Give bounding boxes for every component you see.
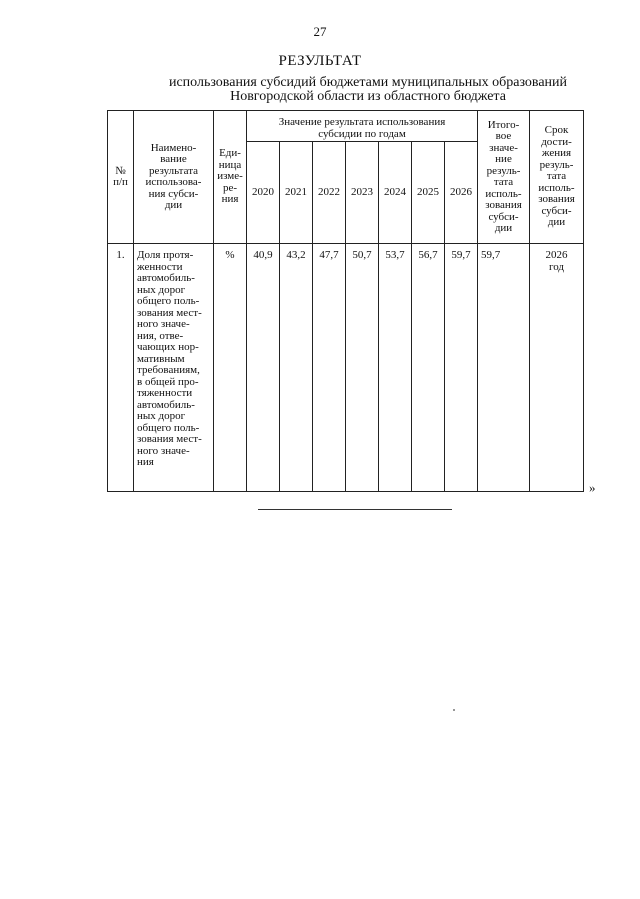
header-year: 2026 [445, 142, 478, 244]
row-name-line: в общей про- [137, 375, 199, 388]
header-name-line: Наимено- [150, 141, 197, 154]
row-value: 43,2 [280, 244, 313, 492]
row-name-line: чающих нор- [137, 341, 199, 353]
header-num-line: № [115, 164, 126, 177]
row-name-line: зования мест- [137, 306, 202, 319]
header-name-line: вание [160, 153, 187, 165]
row-name-line: ного значе- [137, 318, 190, 330]
row-deadline [530, 244, 584, 492]
row-value: 59,7 [445, 244, 478, 492]
header-year: 2025 [412, 142, 445, 244]
header-year: 2020 [247, 142, 280, 244]
row-total: 59,7 [478, 244, 530, 492]
header-unit-line: изме- [217, 170, 243, 183]
header-total-line: субси- [488, 210, 519, 223]
row-name-line: мативным [137, 352, 185, 365]
header-year: 2021 [280, 142, 313, 244]
row-name-line: ния, отве- [137, 329, 184, 342]
header-name-line: дии [164, 199, 183, 211]
header-total-line: исполь- [485, 187, 522, 200]
header-deadline-line: резуль- [539, 158, 574, 171]
row-deadline-line: год [548, 260, 565, 273]
document-title: РЕЗУЛЬТАТ [278, 53, 362, 69]
header-total-line: зования [485, 199, 522, 211]
header-deadline-line: зования [538, 193, 575, 206]
row-value: 47,7 [313, 244, 346, 492]
header-values-group [247, 111, 478, 142]
header-name-line: ния субси- [148, 187, 199, 200]
row-name-line: ных дорог [137, 283, 186, 296]
row-name-line: требованиям, [137, 364, 200, 376]
header-deadline-line: дии [547, 216, 566, 229]
header-total-line: дии [494, 222, 513, 234]
row-name [134, 244, 214, 492]
row-value: 56,7 [412, 244, 445, 492]
header-unit-line: Еди- [219, 147, 241, 160]
results-table [107, 110, 584, 492]
header-values-group-line: субсидии по годам [318, 127, 406, 140]
header-total-line: резуль- [486, 164, 521, 177]
page-number: 27 [313, 24, 327, 39]
header-deadline-line: субси- [541, 204, 572, 217]
row-value: 40,9 [247, 244, 280, 492]
header-num [108, 111, 134, 244]
separator-line [258, 509, 452, 510]
row-name-line: общего поль- [137, 421, 200, 434]
header-total [478, 111, 530, 244]
header-values-group-line: Значение результата использования [278, 116, 446, 128]
header-deadline-line: исполь- [538, 181, 575, 194]
header-deadline-line: Срок [544, 124, 569, 137]
header-num-line: п/п [113, 176, 128, 188]
closing-quote: » [589, 480, 596, 495]
row-name-line: ния [137, 456, 154, 468]
header-deadline-line: тата [546, 170, 567, 183]
document-subtitle-line-2: Новгородской области из областного бюджета [230, 89, 506, 104]
header-year: 2024 [379, 142, 412, 244]
header-total-line: Итого- [487, 118, 520, 131]
row-name-line: женности [137, 260, 183, 273]
row-name-line: автомобиль- [137, 398, 195, 411]
header-name [134, 111, 214, 244]
header-deadline [530, 111, 584, 244]
header-total-line: вое [495, 130, 512, 142]
row-name-line: автомобиль- [137, 272, 195, 284]
header-deadline-line: дости- [541, 135, 572, 148]
header-total-line: ние [495, 153, 512, 165]
header-unit-line: ница [218, 158, 242, 171]
header-name-line: результата [148, 164, 199, 177]
row-name-line: зования мест- [137, 433, 202, 445]
document-subtitle-line-1: использования субсидий бюджетами муниципальных образований [168, 75, 568, 90]
header-unit-line: ре- [222, 181, 238, 194]
header-total-line: тата [493, 176, 514, 188]
row-unit: % [214, 244, 247, 492]
row-name-line: ных дорог [137, 410, 186, 422]
header-name-line: использова- [145, 176, 202, 188]
row-value: 53,7 [379, 244, 412, 492]
header-year: 2023 [346, 142, 379, 244]
row-deadline-line: 2026 [545, 249, 568, 261]
row-value: 50,7 [346, 244, 379, 492]
header-year: 2022 [313, 142, 346, 244]
row-name-line: Доля протя- [137, 249, 194, 261]
row-name-line: общего поль- [137, 295, 200, 307]
row-num: 1. [108, 244, 134, 492]
header-total-line: значе- [489, 141, 518, 154]
scan-speck [453, 709, 455, 711]
header-deadline-line: жения [541, 147, 572, 160]
header-unit [214, 111, 247, 244]
header-unit-line: ния [221, 193, 239, 206]
row-name-line: ного значе- [137, 444, 190, 457]
row-name-line: тяженности [137, 387, 193, 399]
